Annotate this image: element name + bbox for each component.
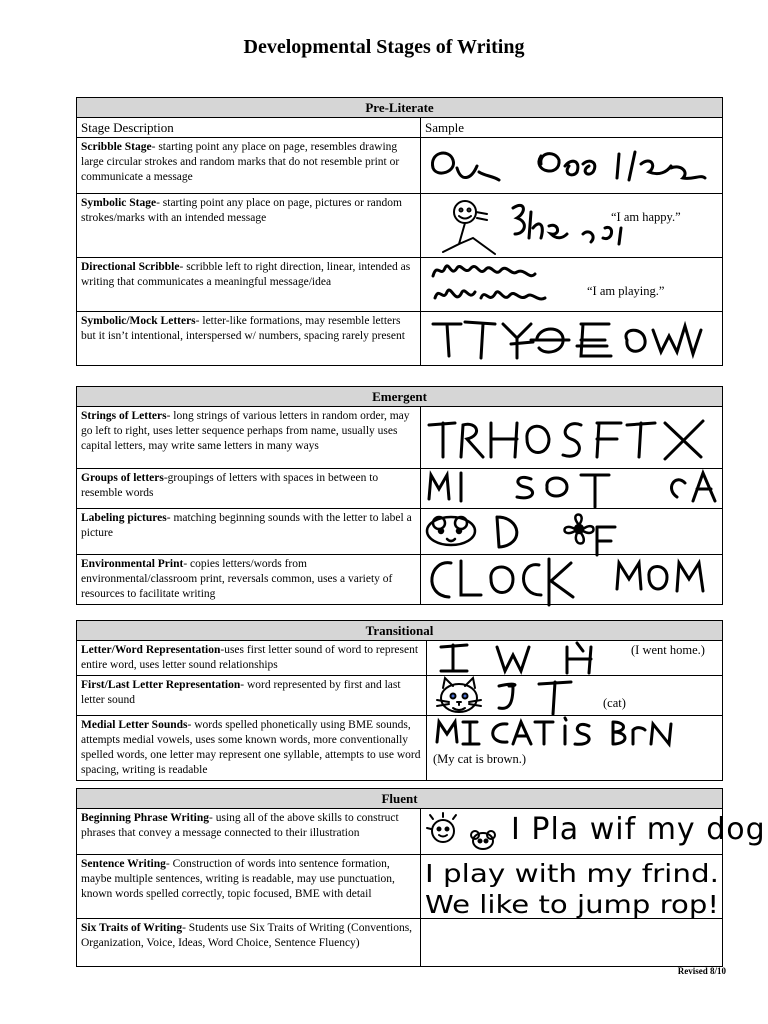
- transitional-table: [76, 620, 723, 781]
- stage-name: Strings of Letters: [81, 410, 167, 422]
- stage-row: [77, 258, 421, 312]
- sample-cell: [421, 855, 723, 919]
- stage-row: [77, 407, 421, 469]
- stage-name: Directional Scribble: [81, 261, 180, 273]
- stage-name: First/Last Letter Representation: [81, 679, 241, 691]
- mock-letters-sample: [421, 312, 723, 366]
- stage-desc: - copies letters/words from environmental/classroom print, reversals common, uses a variety of resources to facilitate writing: [81, 558, 393, 600]
- sample-cell: [421, 469, 723, 509]
- stage-desc: - word represented by first and last letter sound: [81, 679, 401, 706]
- medial-letter-sample: [427, 716, 723, 778]
- page-title: Developmental Stages of Writing: [243, 36, 525, 58]
- stage-name: Letter/Word Representation: [81, 644, 221, 656]
- stage-row: [77, 676, 427, 716]
- section-header: Transitional: [77, 621, 723, 641]
- section-header: Pre-Literate: [77, 98, 723, 118]
- stage-name: Sentence Writing: [81, 858, 166, 870]
- sample-cell: [421, 555, 723, 605]
- sample-cell: [427, 676, 723, 716]
- stage-row: [77, 809, 421, 855]
- emergent-table: [76, 386, 723, 605]
- stage-row: [77, 312, 421, 366]
- sample-cell: [421, 258, 723, 312]
- beginning-phrase-sample: [421, 809, 766, 855]
- cat-sample: [427, 676, 723, 716]
- sample-cell: [421, 509, 723, 555]
- stage-desc: - long strings of various letters in random order, may go left to right, uses letter sequence perhaps from name, usually uses capital letters, may write same letters in many ways: [81, 410, 410, 452]
- sample-cell: [421, 809, 766, 855]
- sample-line-2: We like to jump rop!: [425, 890, 719, 919]
- stage-name: Scribble Stage: [81, 141, 152, 153]
- revision-note: Revised 8/10: [677, 966, 726, 976]
- stage-row: [77, 919, 421, 967]
- sample-cell: [421, 407, 723, 469]
- stage-name: Medial Letter Sounds: [81, 719, 188, 731]
- stage-desc: - words spelled phonetically using BME sounds, attempts medial vowels, uses some known words, more conventionally spelled words, one letter may represent one syllable, attempts to use word spacing, writing is readable: [81, 719, 421, 776]
- pre-literate-table: [76, 97, 723, 366]
- stage-row: [77, 469, 421, 509]
- sample-caption: “I am playing.”: [587, 284, 665, 298]
- strings-of-letters-sample: [421, 407, 723, 469]
- sample-cell: [421, 312, 723, 366]
- stage-desc: - scribble left to right direction, linear, intended as writing that communicates a meaningful message/idea: [81, 261, 411, 288]
- sample-caption: (I went home.): [631, 643, 705, 657]
- sample-caption: (cat): [603, 696, 626, 710]
- stage-name: Six Traits of Writing: [81, 922, 183, 934]
- stage-desc: -uses first letter sound of word to represent entire word, uses letter sound relationships: [81, 644, 419, 671]
- stage-row: [77, 641, 427, 676]
- stage-desc: -groupings of letters with spaces in between to resemble words: [81, 472, 379, 499]
- stage-desc: - Students use Six Traits of Writing (Conventions, Organization, Voice, Ideas, Word Choice, Sentence Fluency): [81, 922, 413, 949]
- stage-row: [77, 716, 427, 781]
- stage-desc: - using all of the above skills to construct phrases that convey a message connected to their illustration: [81, 812, 399, 839]
- groups-of-letters-sample: [421, 469, 723, 509]
- stage-row: [77, 509, 421, 555]
- stage-name: Labeling pictures: [81, 512, 167, 524]
- stage-desc: - letter-like formations, may resemble letters but it isn’t intentional, interspersed w/ numbers, spacing rarely present: [81, 315, 405, 342]
- sentence-writing-sample: [421, 855, 723, 919]
- scribble-sample: [421, 138, 723, 194]
- stage-name: Symbolic Stage: [81, 197, 157, 209]
- stage-row: [77, 555, 421, 605]
- stage-name: Symbolic/Mock Letters: [81, 315, 196, 327]
- sample-cell: [421, 919, 723, 967]
- column-header-stage: Stage Description: [77, 118, 421, 138]
- sample-cell: [421, 138, 723, 194]
- stage-desc: - starting point any place on page, pictures or random strokes/marks with an intended message: [81, 197, 402, 224]
- section-header: Fluent: [77, 789, 723, 809]
- stage-name: Environmental Print: [81, 558, 184, 570]
- stage-name: Groups of letters: [81, 472, 164, 484]
- sample-caption: (My cat is brown.): [433, 752, 527, 766]
- sample-cell: [421, 194, 723, 258]
- labeling-pictures-sample: [421, 509, 723, 555]
- column-header-sample: Sample: [421, 118, 723, 138]
- fluent-table: [76, 788, 766, 967]
- stage-desc: - starting point any place on page, resembles drawing large circular strokes and random marks that do not resemble print or communicate a message: [81, 141, 400, 183]
- sample-handwriting: I Pla wif my dog: [511, 812, 766, 847]
- symbolic-sample: [421, 194, 723, 258]
- environmental-print-sample: [421, 555, 723, 605]
- stage-row: [77, 194, 421, 258]
- section-header: Emergent: [77, 387, 723, 407]
- stage-row: [77, 855, 421, 919]
- stage-row: [77, 138, 421, 194]
- directional-scribble-sample: [421, 258, 723, 312]
- sample-line-1: I play with my frind.: [425, 859, 719, 888]
- sample-cell: [427, 716, 723, 781]
- sample-caption: “I am happy.”: [611, 210, 681, 224]
- sample-cell: [427, 641, 723, 676]
- stage-desc: - matching beginning sounds with the letter to label a picture: [81, 512, 412, 539]
- stage-name: Beginning Phrase Writing: [81, 812, 210, 824]
- stage-desc: - Construction of words into sentence formation, maybe multiple sentences, writing is readable, may use punctuation, known words spelled correctly, topic focused, BME with detail: [81, 858, 395, 900]
